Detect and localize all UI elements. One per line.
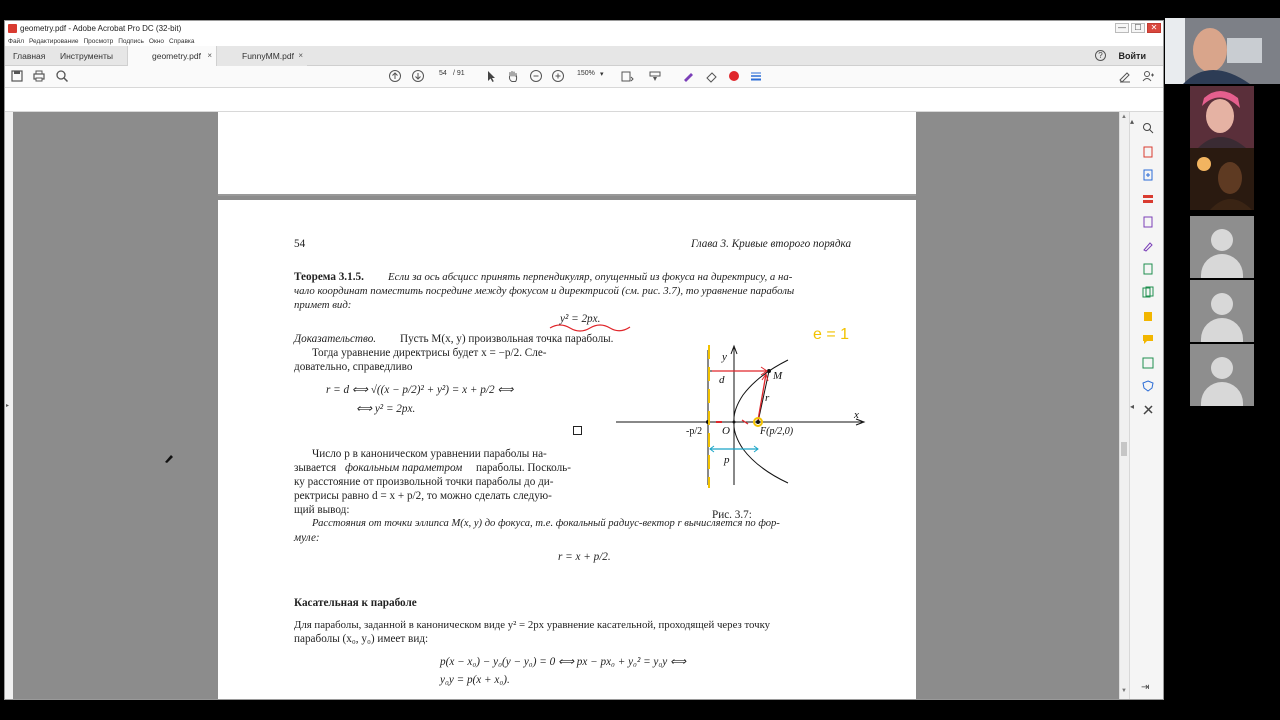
equation-main: y² = 2px.: [560, 313, 601, 325]
sign-pen-icon[interactable]: [1142, 240, 1154, 252]
highlight-pen-icon[interactable]: [680, 69, 696, 85]
theorem-line-2: чало координат поместить посредине между фокусом и директрисой (см. рис. 3.7), то уравнение параболы: [294, 285, 795, 297]
label-p: p: [724, 454, 730, 466]
more-tools-icon[interactable]: [1142, 404, 1154, 416]
comment-icon[interactable]: [1142, 333, 1154, 345]
menu-view[interactable]: Просмотр: [83, 37, 114, 45]
tab-funnymm-pdf[interactable]: [217, 46, 307, 66]
menu-file[interactable]: Файл: [8, 37, 24, 45]
comment-file-icon[interactable]: [1142, 216, 1154, 228]
edit-pdf-icon[interactable]: [1142, 193, 1154, 205]
zoom-dropdown-chevron-icon[interactable]: ▾: [600, 71, 604, 78]
pane-expand-icon[interactable]: ⇥: [1141, 682, 1150, 693]
prev-page-icon[interactable]: [387, 69, 403, 85]
eraser-icon[interactable]: [703, 69, 719, 85]
label-d: d: [719, 374, 725, 386]
close-button[interactable]: ✕: [1147, 23, 1161, 33]
proof-line-3: довательно, справедливо: [294, 361, 413, 373]
selection-square-marker: [573, 426, 582, 435]
vertical-scrollbar[interactable]: [1119, 112, 1128, 699]
participant-video-main: [1165, 18, 1280, 84]
participant-avatar-6: [1190, 344, 1254, 406]
proof-label: Доказательство.: [294, 333, 377, 345]
annotation-underline-squiggle: [548, 320, 648, 342]
fill-sign-icon[interactable]: [1117, 69, 1133, 85]
color-picker-icon[interactable]: [726, 69, 742, 85]
label-minus-p2: -p/2: [686, 426, 703, 437]
label-m: M: [773, 370, 783, 382]
label-o: O: [722, 425, 730, 437]
param-line-1: Число p в каноническом уравнении параболы на-: [312, 448, 547, 460]
organize-pages-icon[interactable]: [1142, 357, 1154, 369]
param-line-3: ку расстояние от произвольной точки параболы до ди-: [294, 476, 554, 488]
zoom-out-icon[interactable]: [528, 69, 544, 85]
theorem-line-3: примет вид:: [294, 299, 352, 311]
acrobat-logo-icon: [8, 24, 17, 33]
zoom-level-select[interactable]: 150%: [577, 70, 595, 77]
toolbar: [5, 66, 1163, 88]
minimize-button[interactable]: —: [1115, 23, 1129, 33]
zoom-in-icon[interactable]: [550, 69, 566, 85]
label-r: r: [765, 392, 770, 404]
tab-tools[interactable]: Инструменты: [60, 51, 114, 61]
figure-caption: Рис. 3.7:: [712, 509, 752, 521]
video-participants-panel: [1165, 18, 1280, 408]
pen-cursor-icon: [163, 452, 175, 464]
scan-icon[interactable]: [1142, 263, 1154, 275]
param-line-2c: параболы. Посколь-: [476, 462, 571, 474]
tab-geometry-close-icon[interactable]: ×: [207, 51, 212, 60]
tab-funnymm-label: FunnyMM.pdf: [242, 51, 294, 61]
proof-line-2: Тогда уравнение директрисы будет x = −p/2. Сле-: [312, 347, 547, 359]
create-pdf-icon[interactable]: [1142, 169, 1154, 181]
left-panel-toggle[interactable]: [5, 112, 13, 699]
expand-left-chevron-icon[interactable]: ▸: [6, 403, 10, 409]
scroll-down-icon[interactable]: ▼: [1121, 688, 1127, 694]
window-title: geometry.pdf - Adobe Acrobat Pro DC (32-bit): [20, 24, 182, 33]
theorem-label: Теорема 3.1.5.: [294, 271, 364, 283]
label-x: x: [854, 409, 859, 421]
figure-parabola: [608, 340, 878, 510]
page-total: / 91: [453, 70, 465, 77]
tab-bar: [5, 46, 1163, 66]
page-number: 54: [294, 238, 306, 250]
tangent-line-2: параболы (x₀, y₀) имеет вид:: [294, 633, 429, 645]
print-icon[interactable]: [31, 69, 47, 85]
fit-page-icon[interactable]: [619, 69, 635, 85]
save-icon[interactable]: [9, 69, 25, 85]
tab-home[interactable]: Главная: [13, 51, 46, 61]
equation-r: r = d ⟺ √((x − p/2)² + y²) = x + p/2 ⟺: [326, 384, 514, 396]
equation-r-2: ⟺ y² = 2px.: [356, 403, 416, 415]
collapse-right-pane-chevron-icon[interactable]: ◂: [1130, 402, 1135, 411]
conclusion-line-1: Расстояния от точки эллипса M(x, y) до фокуса, т.е. фокальный радиус-вектор r вычисляется по фор-: [312, 518, 780, 529]
param-line-4: ректрисы равно d = x + p/2, то можно сделать следую-: [294, 490, 552, 502]
menu-bar: [5, 36, 1163, 46]
combine-files-icon[interactable]: [1142, 286, 1154, 298]
proof-line-1: Пусть M(x, y) произвольная точка параболы.: [400, 333, 614, 345]
participant-video-2: [1190, 86, 1254, 148]
collapse-pane-chevron-icon[interactable]: ▴: [1130, 117, 1135, 126]
menu-sign[interactable]: Подпись: [118, 37, 144, 45]
page-number-input[interactable]: 54: [439, 70, 447, 77]
select-cursor-icon[interactable]: [483, 69, 499, 85]
param-line-2b: фокальным параметром: [345, 462, 463, 474]
section-heading: Касательная к параболе: [294, 597, 417, 609]
export-pdf-icon[interactable]: [1142, 146, 1154, 158]
label-y: y: [722, 351, 727, 363]
zoom-search-icon[interactable]: [1142, 122, 1154, 134]
protect-shield-icon[interactable]: [1142, 380, 1154, 392]
tab-geometry-pdf[interactable]: [127, 46, 217, 66]
participant-video-3: [1190, 148, 1254, 210]
label-focus: F(p/2,0): [760, 426, 794, 437]
menu-help[interactable]: Справка: [169, 37, 195, 45]
running-head: Глава 3. Кривые второго порядка: [691, 238, 852, 250]
tools-pane: [1129, 112, 1163, 699]
menu-window[interactable]: Окно: [148, 37, 165, 45]
tab-funnymm-close-icon[interactable]: ×: [298, 51, 303, 60]
equation-focal: r = x + p/2.: [558, 551, 611, 563]
markup-tool-icon[interactable]: [647, 69, 663, 85]
acrobat-window: [4, 20, 1164, 700]
focus-marker: [756, 420, 760, 424]
signin-button[interactable]: Войти: [1118, 51, 1146, 61]
document-viewer[interactable]: [13, 112, 1123, 699]
title-bar: [5, 21, 1163, 36]
next-page-icon[interactable]: [410, 69, 426, 85]
menu-edit[interactable]: Редактирование: [28, 37, 79, 45]
participant-avatar-5: [1190, 280, 1254, 342]
param-line-5: щий вывод:: [294, 504, 350, 516]
line-width-icon[interactable]: [748, 69, 764, 85]
previous-page: [218, 112, 916, 196]
annotation-eccentricity: e = 1: [813, 326, 850, 343]
conclusion-line-2: муле:: [294, 532, 320, 544]
participant-avatar-4: [1190, 216, 1254, 278]
scroll-up-icon[interactable]: ▲: [1121, 114, 1127, 120]
tangent-line-1: Для параболы, заданной в каноническом виде y² = 2px уравнение касательной, проходящей через точку: [294, 619, 771, 631]
annotation-subbar: [5, 88, 1163, 112]
hand-tool-icon[interactable]: [505, 69, 521, 85]
search-icon[interactable]: [54, 69, 70, 85]
theorem-line-1: Если за ось абсцисс принять перпендикуляр, опущенный из фокуса на директрису, а на-: [388, 271, 793, 283]
equation-tangent-1: p(x − x₀) − y₀(y − y₀) = 0 ⟺ px − px₀ + y₀² = y₀y ⟺: [440, 656, 687, 668]
current-page: [218, 200, 916, 699]
scrollbar-thumb[interactable]: [1121, 442, 1127, 456]
equation-tangent-2: y₀y = p(x + x₀).: [440, 674, 510, 686]
maximize-button[interactable]: ☐: [1131, 23, 1145, 33]
tab-geometry-label: geometry.pdf: [152, 51, 201, 61]
share-user-icon[interactable]: [1140, 69, 1156, 85]
origin-marker: [733, 421, 736, 424]
help-icon[interactable]: ?: [1095, 50, 1106, 61]
stamp-icon[interactable]: [1142, 310, 1154, 322]
param-line-2a: зывается: [294, 462, 337, 474]
